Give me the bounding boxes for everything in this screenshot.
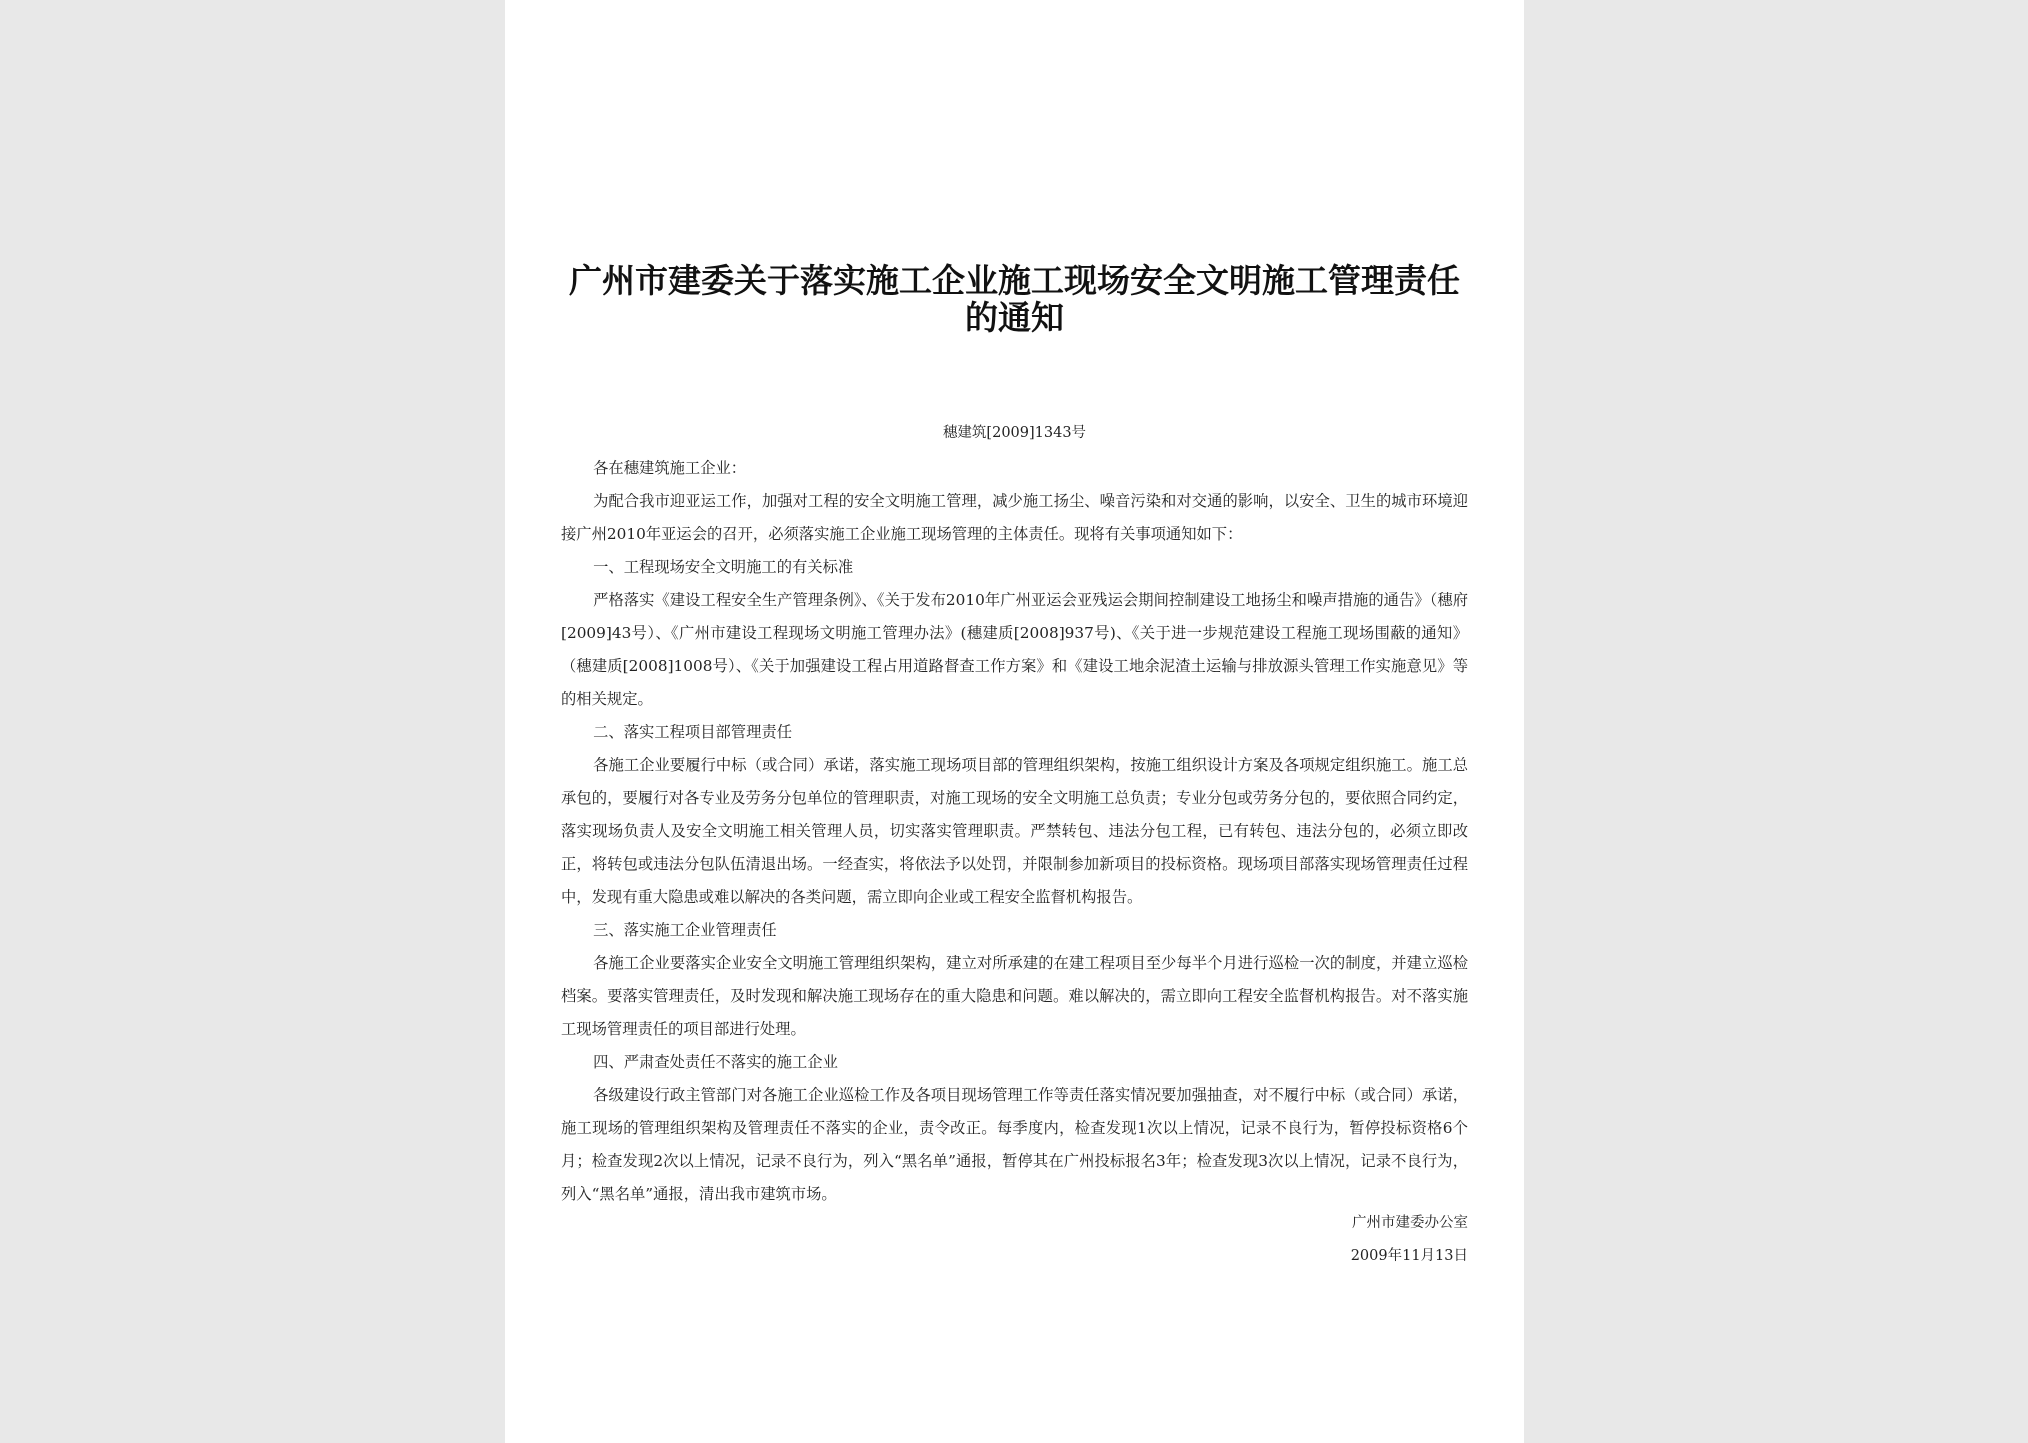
document-body xyxy=(561,452,1468,1211)
document-title: 广州市建委关于落实施工企业施工现场安全文明施工管理责任的通知 xyxy=(569,261,1460,337)
salutation: 各在穗建筑施工企业： xyxy=(593,459,747,477)
document-page xyxy=(505,0,1524,1443)
paragraph-intro: 为配合我市迎亚运工作，加强对工程的安全文明施工管理，减少施工扬尘、噪音污染和对交通的影响，以安全、卫生的城市环境迎接广州2010年亚运会的召开，必须落实施工企业施工现场管理的主体责任。现将有关事项通知如下： xyxy=(561,492,1468,543)
section-heading-1: 一、工程现场安全文明施工的有关标准 xyxy=(593,558,854,576)
paragraph-section-3: 各施工企业要落实企业安全文明施工管理组织架构，建立对所承建的在建工程项目至少每半个月进行巡检一次的制度，并建立巡检档案。要落实管理责任，及时发现和解决施工现场存在的重大隐患和问题。难以解决的，需立即向工程安全监督机构报告。对不落实施工现场管理责任的项目部进行处理。 xyxy=(561,954,1468,1038)
section-heading-3: 三、落实施工企业管理责任 xyxy=(593,921,777,939)
paragraph-section-2: 各施工企业要履行中标（或合同）承诺，落实施工现场项目部的管理组织架构，按施工组织设计方案及各项规定组织施工。施工总承包的，要履行对各专业及劳务分包单位的管理职责，对施工现场的安全文明施工总负责；专业分包或劳务分包的，要依照合同约定，落实现场负责人及安全文明施工相关管理人员，切实落实管理职责。严禁转包、违法分包工程，已有转包、违法分包的，必须立即改正，将转包或违法分包队伍清退出场。一经查实，将依法予以处罚，并限制参加新项目的投标资格。现场项目部落实现场管理责任过程中，发现有重大隐患或难以解决的各类问题，需立即向企业或工程安全监督机构报告。 xyxy=(561,756,1468,906)
document-number: 穗建筑[2009]1343号 xyxy=(942,425,1087,441)
issue-date: 2009年11月13日 xyxy=(1350,1248,1468,1264)
paragraph-section-1: 严格落实《建设工程安全生产管理条例》、《关于发布2010年广州亚运会亚残运会期间控制建设工地扬尘和噪声措施的通告》（穗府[2009]43号）、《广州市建设工程现场文明施工管理办法》(穗建质[2008]937号)、《关于进一步规范建设工程施工现场围蔽的通知》（穗建质[2008]1008号）、《关于加强建设工程占用道路督查工作方案》和《建设工地余泥渣土运输与排放源头管理工作实施意见》等的相关规定。 xyxy=(561,591,1468,708)
section-heading-4: 四、严肃查处责任不落实的施工企业 xyxy=(593,1053,838,1071)
paragraph-section-4: 各级建设行政主管部门对各施工企业巡检工作及各项目现场管理工作等责任落实情况要加强抽查，对不履行中标（或合同）承诺，施工现场的管理组织架构及管理责任不落实的企业，责令改正。每季度内，检查发现1次以上情况，记录不良行为，暂停投标资格6个月；检查发现2次以上情况，记录不良行为，列入“黑名单”通报，暂停其在广州投标报名3年；检查发现3次以上情况，记录不良行为，列入“黑名单”通报，清出我市建筑市场。 xyxy=(561,1086,1468,1203)
signature-block xyxy=(561,1207,1468,1273)
issuer-name: 广州市建委办公室 xyxy=(1352,1215,1468,1231)
section-heading-2: 二、落实工程项目部管理责任 xyxy=(593,723,792,741)
